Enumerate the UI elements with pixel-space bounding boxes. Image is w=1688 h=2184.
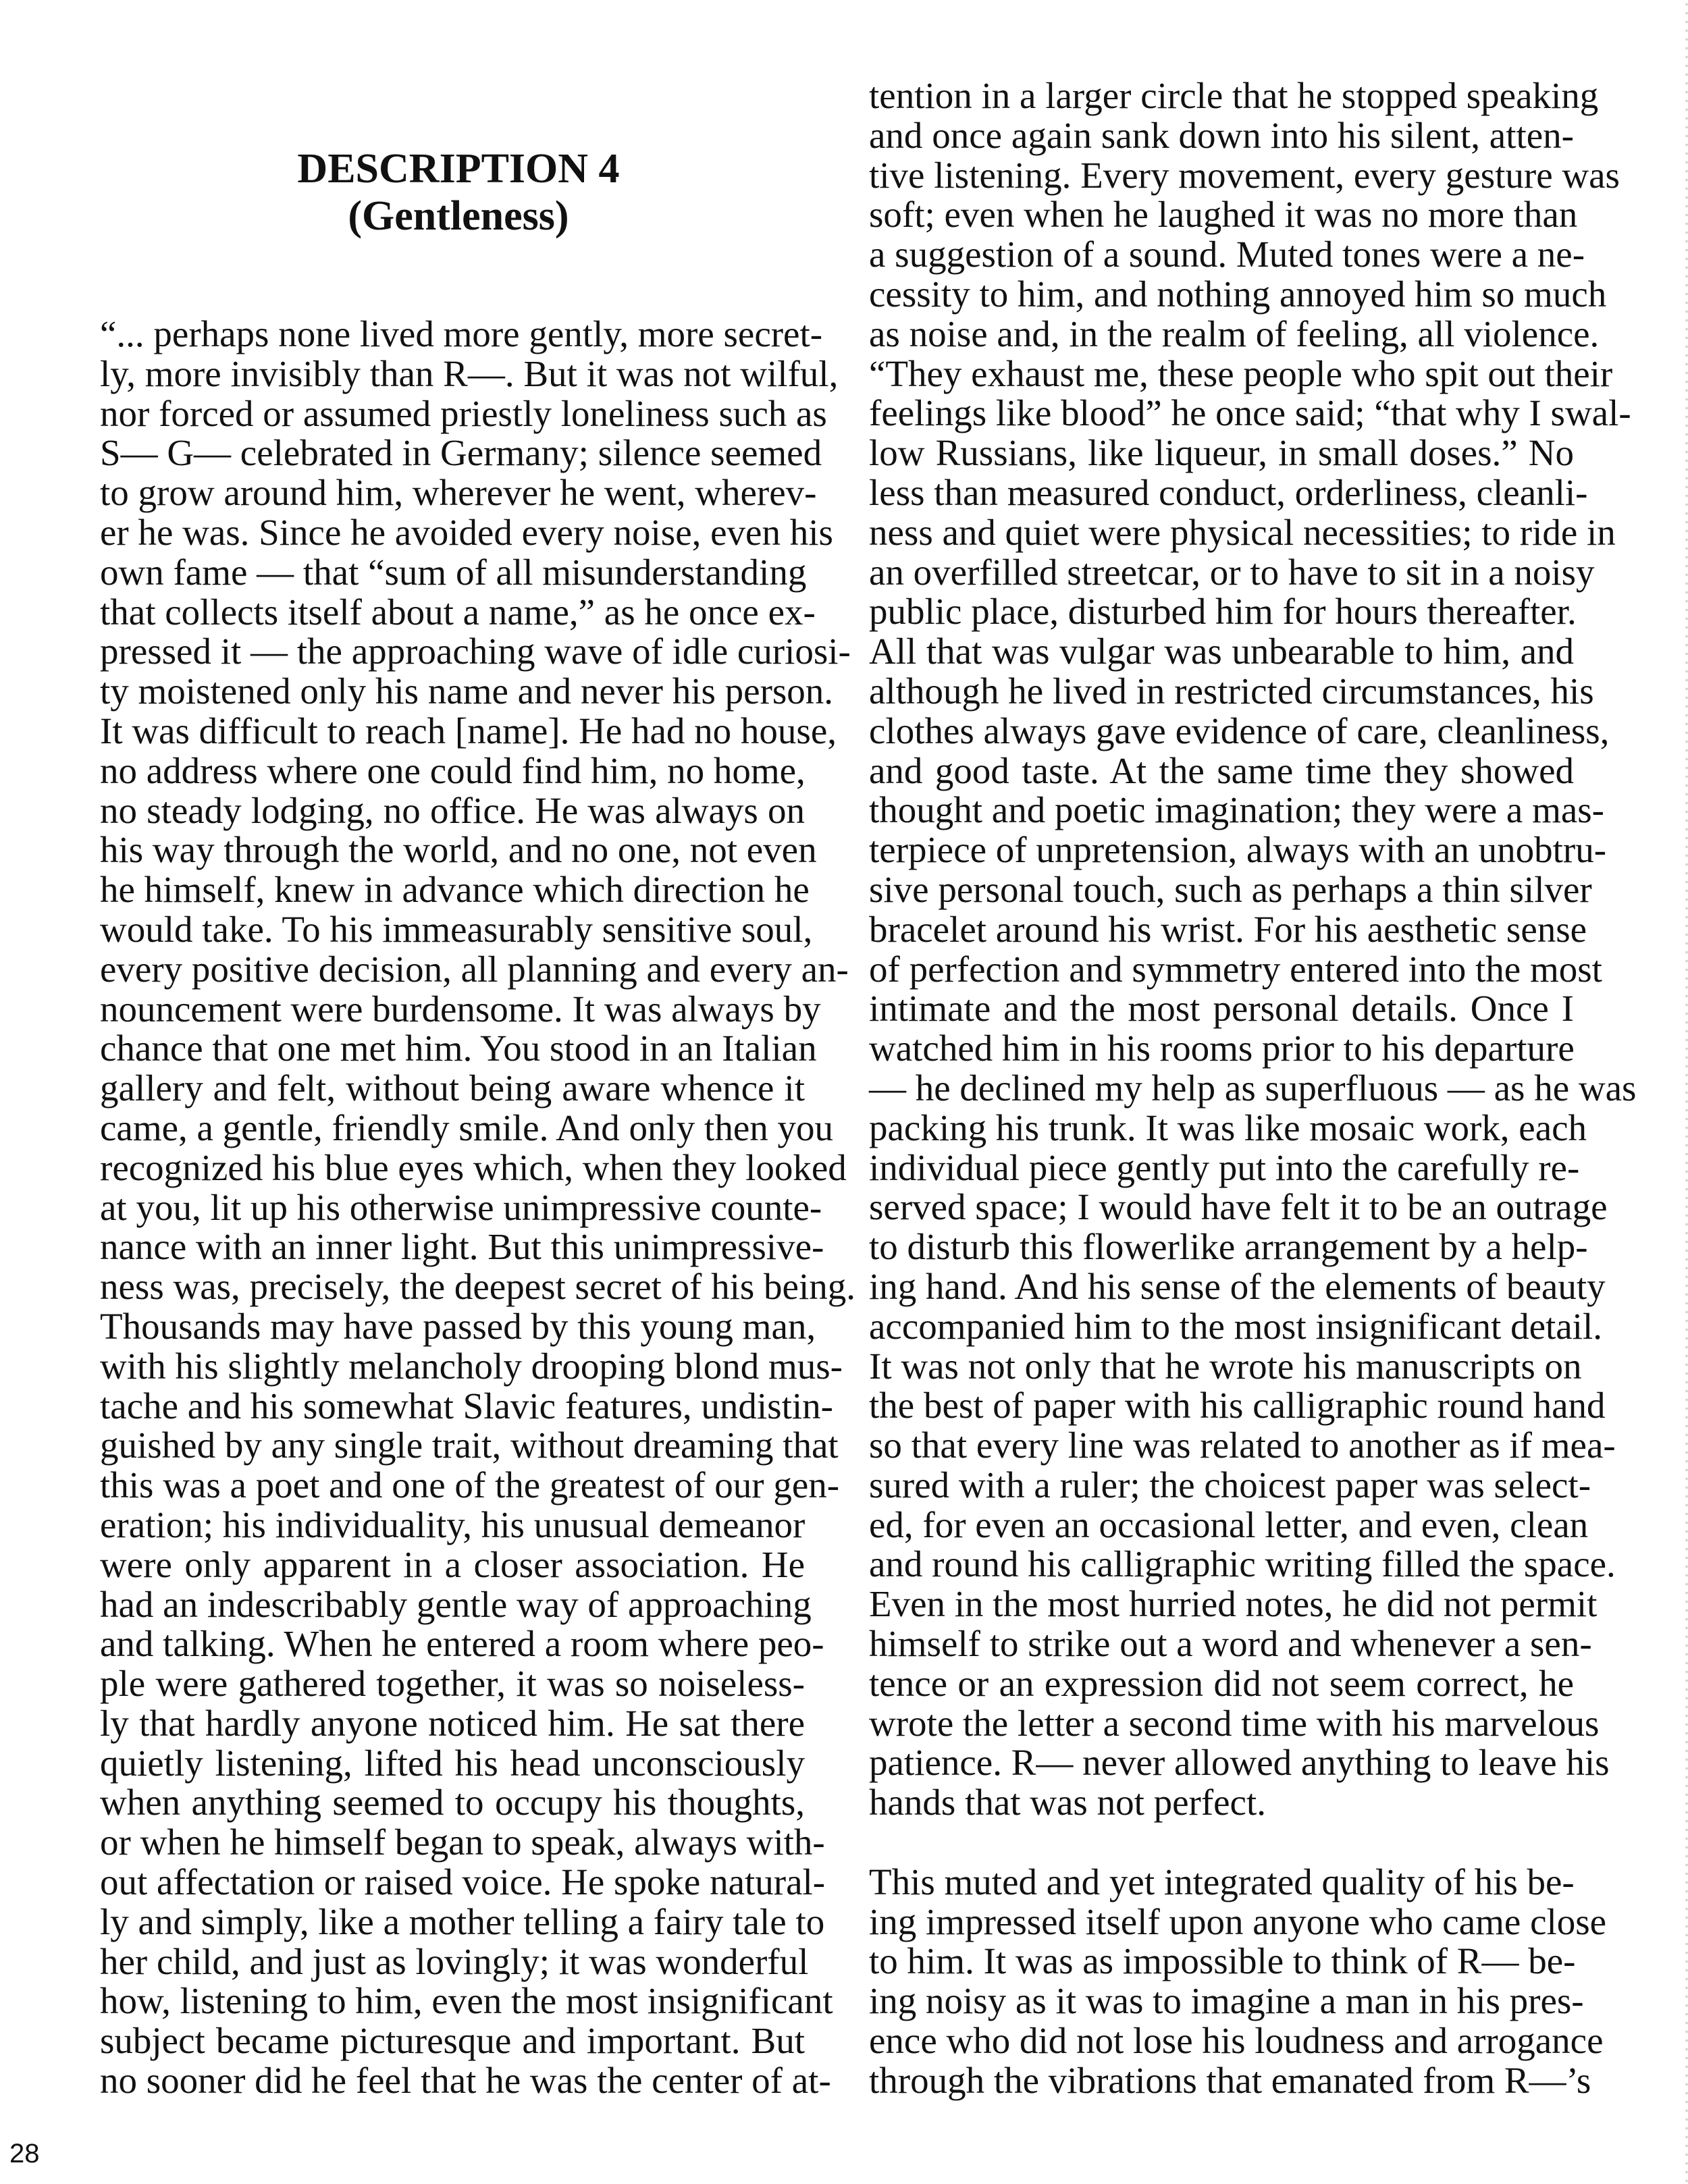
text-line: terpiece of unpretension, always with an unobtru-	[869, 829, 1607, 871]
text-line: every positive decision, all planning and every an-	[100, 948, 849, 990]
text-line: nor forced or assumed priestly loneliness such as	[100, 392, 827, 434]
text-line: an overfilled streetcar, or to have to sit in a noisy	[869, 551, 1595, 593]
text-line: pressed it — the approaching wave of idle curiosi-	[100, 631, 851, 672]
text-line: this was a poet and one of the greatest of our gen-	[100, 1464, 840, 1506]
text-line: Even in the most hurried notes, he did not permit	[869, 1583, 1598, 1625]
text-line: ing hand. And his sense of the elements of beauty	[869, 1265, 1606, 1307]
text-line: hands that was not perfect.	[869, 1782, 1267, 1823]
text-line: ly and simply, like a mother telling a fairy tale to	[100, 1900, 825, 1942]
text-line: or when he himself began to speak, always with-	[100, 1821, 825, 1863]
text-line: were only apparent in a closer association. He	[100, 1543, 805, 1585]
text-line: and once again sank down into his silent, atten-	[869, 114, 1574, 156]
text-line: chance that one met him. You stood in an Italian	[100, 1028, 817, 1069]
text-line: to disturb this flowerlike arrangement by a help-	[869, 1226, 1588, 1268]
text-line: how, listening to him, even the most insignificant	[100, 1980, 833, 2022]
text-line: cessity to him, and nothing annoyed him so much	[869, 273, 1607, 315]
paragraph-break	[869, 1823, 1574, 1863]
text-line: It was difficult to reach [name]. He had no house,	[100, 710, 837, 751]
text-line: ly, more invisibly than R—. But it was not wilful,	[100, 352, 839, 394]
text-line: he himself, knew in advance which direction he	[100, 869, 810, 911]
text-line: the best of paper with his calligraphic round hand	[869, 1385, 1606, 1427]
text-line: ple were gathered together, it was so noiseless-	[100, 1663, 805, 1705]
text-line: came, a gentle, friendly smile. And only then you	[100, 1107, 833, 1148]
text-line: no steady lodging, no office. He was always on	[100, 789, 805, 831]
text-line: It was not only that he wrote his manuscripts on	[869, 1345, 1582, 1387]
text-line: Thousands may have passed by this young man,	[100, 1305, 816, 1347]
text-line: tache and his somewhat Slavic features, undistin-	[100, 1385, 833, 1427]
text-line: recognized his blue eyes which, when they looked	[100, 1146, 847, 1188]
text-line: nance with an inner light. But this unimpressive-	[100, 1226, 824, 1268]
text-line: clothes always gave evidence of care, cleanliness,	[869, 710, 1610, 751]
text-line: and round his calligraphic writing filled the space.	[869, 1543, 1616, 1585]
text-line: through the vibrations that emanated from R—’s	[869, 2059, 1591, 2101]
text-line: and good taste. At the same time they showed	[869, 749, 1574, 791]
text-line: ty moistened only his name and never his person.	[100, 670, 834, 712]
text-line: would take. To his immeasurably sensitive soul,	[100, 908, 813, 950]
text-line: soft; even when he laughed it was no more than	[869, 194, 1578, 236]
text-line: of perfection and symmetry entered into the most	[869, 948, 1602, 990]
text-line: patience. R— never allowed anything to leave his	[869, 1742, 1610, 1784]
text-line: bracelet around his wrist. For his aesthetic sense	[869, 908, 1587, 950]
text-line: himself to strike out a word and whenever a sen-	[869, 1623, 1592, 1665]
page-edge-perforation	[1685, 0, 1688, 2184]
text-line: tive listening. Every movement, every gesture was	[869, 154, 1620, 196]
text-column-right	[869, 75, 1637, 2101]
text-line: a suggestion of a sound. Muted tones were a ne-	[869, 234, 1585, 275]
text-line: — he declined my help as superfluous — as he was	[869, 1067, 1637, 1109]
text-line: with his slightly melancholy drooping blond mus-	[100, 1345, 843, 1387]
text-line: at you, lit up his otherwise unimpressive counte-	[100, 1186, 822, 1228]
text-line: low Russians, like liqueur, in small doses.” No	[869, 432, 1574, 474]
text-line: ing noisy as it was to imagine a man in his pres-	[869, 1980, 1584, 2022]
text-line: All that was vulgar was unbearable to him, and	[869, 631, 1574, 672]
text-line: had an indescribably gentle way of approaching	[100, 1583, 812, 1625]
text-line: and talking. When he entered a room where peo-	[100, 1623, 824, 1665]
text-line: “... perhaps none lived more gently, more secret-	[100, 313, 823, 354]
text-line: ing impressed itself upon anyone who came close	[869, 1900, 1607, 1942]
text-line: S— G— celebrated in Germany; silence seemed	[100, 432, 822, 474]
text-line: to grow around him, wherever he went, wherev-	[100, 472, 817, 514]
text-line: watched him in his rooms prior to his departure	[869, 1028, 1575, 1069]
text-line: intimate and the most personal details. Once I	[869, 988, 1574, 1030]
text-line: subject became picturesque and important. But	[100, 2020, 805, 2062]
text-line: eration; his individuality, his unusual demeanor	[100, 1503, 806, 1545]
chapter-subtitle: (Gentleness)	[348, 193, 569, 239]
text-line: guished by any single trait, without dreaming that	[100, 1424, 839, 1466]
text-line: “They exhaust me, these people who spit out their	[869, 352, 1613, 394]
text-line: wrote the letter a second time with his marvelous	[869, 1702, 1600, 1744]
text-line: his way through the world, and no one, not even	[100, 829, 817, 871]
text-line: ed, for even an occasional letter, and even, clean	[869, 1503, 1589, 1545]
text-line: no address where one could find him, no home,	[100, 749, 806, 791]
text-line: that collects itself about a name,” as he once ex-	[100, 591, 816, 633]
text-line: ence who did not lose his loudness and arrogance	[869, 2020, 1604, 2062]
text-line: own fame — that “sum of all misunderstanding	[100, 551, 807, 593]
text-line: feelings like blood” he once said; “that why I swal-	[869, 392, 1631, 434]
text-line: served space; I would have felt it to be an outrage	[869, 1186, 1608, 1228]
text-line: less than measured conduct, orderliness, cleanli-	[869, 471, 1588, 513]
text-line: nouncement were burdensome. It was always by	[100, 988, 821, 1030]
text-line: although he lived in restricted circumstances, his	[869, 670, 1594, 712]
text-line: quietly listening, lifted his head unconsciously	[100, 1742, 805, 1784]
text-line: ly that hardly anyone noticed him. He sat there	[100, 1702, 805, 1744]
text-line: er he was. Since he avoided every noise, even his	[100, 511, 833, 553]
text-line: This muted and yet integrated quality of his be-	[869, 1861, 1575, 1902]
text-line: packing his trunk. It was like mosaic work, each	[869, 1107, 1587, 1148]
text-line: no sooner did he feel that he was the center of at-	[100, 2060, 831, 2102]
chapter-title-line: DESCRIPTION 4	[297, 146, 620, 192]
text-column-left	[100, 313, 855, 2102]
text-line: her child, and just as lovingly; it was wonderful	[100, 1940, 809, 1982]
text-line: tence or an expression did not seem correct, he	[869, 1662, 1574, 1704]
text-line: sive personal touch, such as perhaps a thin silver	[869, 868, 1592, 910]
chapter-title	[100, 145, 817, 240]
text-line: when anything seemed to occupy his thoughts,	[100, 1782, 805, 1823]
text-line: out affectation or raised voice. He spoke natural-	[100, 1861, 826, 1903]
text-line: accompanied him to the most insignificant detail.	[869, 1305, 1602, 1347]
text-line: gallery and felt, without being aware whence it	[100, 1067, 805, 1109]
text-line: so that every line was related to another as if mea-	[869, 1424, 1616, 1466]
text-line: sured with a ruler; the choicest paper was select-	[869, 1464, 1591, 1506]
text-line: thought and poetic imagination; they were a mas-	[869, 789, 1604, 831]
text-line: ness was, precisely, the deepest secret of his being.	[100, 1266, 855, 1308]
text-line: public place, disturbed him for hours thereafter.	[869, 591, 1577, 633]
text-line: to him. It was as impossible to think of R— be-	[869, 1940, 1576, 1982]
text-line: as noise and, in the realm of feeling, all violence.	[869, 313, 1600, 354]
page-number: 28	[9, 2139, 40, 2168]
text-line: tention in a larger circle that he stopped speaking	[869, 75, 1599, 116]
text-line: ness and quiet were physical necessities; to ride in	[869, 511, 1616, 553]
text-line: individual piece gently put into the carefully re-	[869, 1146, 1580, 1188]
